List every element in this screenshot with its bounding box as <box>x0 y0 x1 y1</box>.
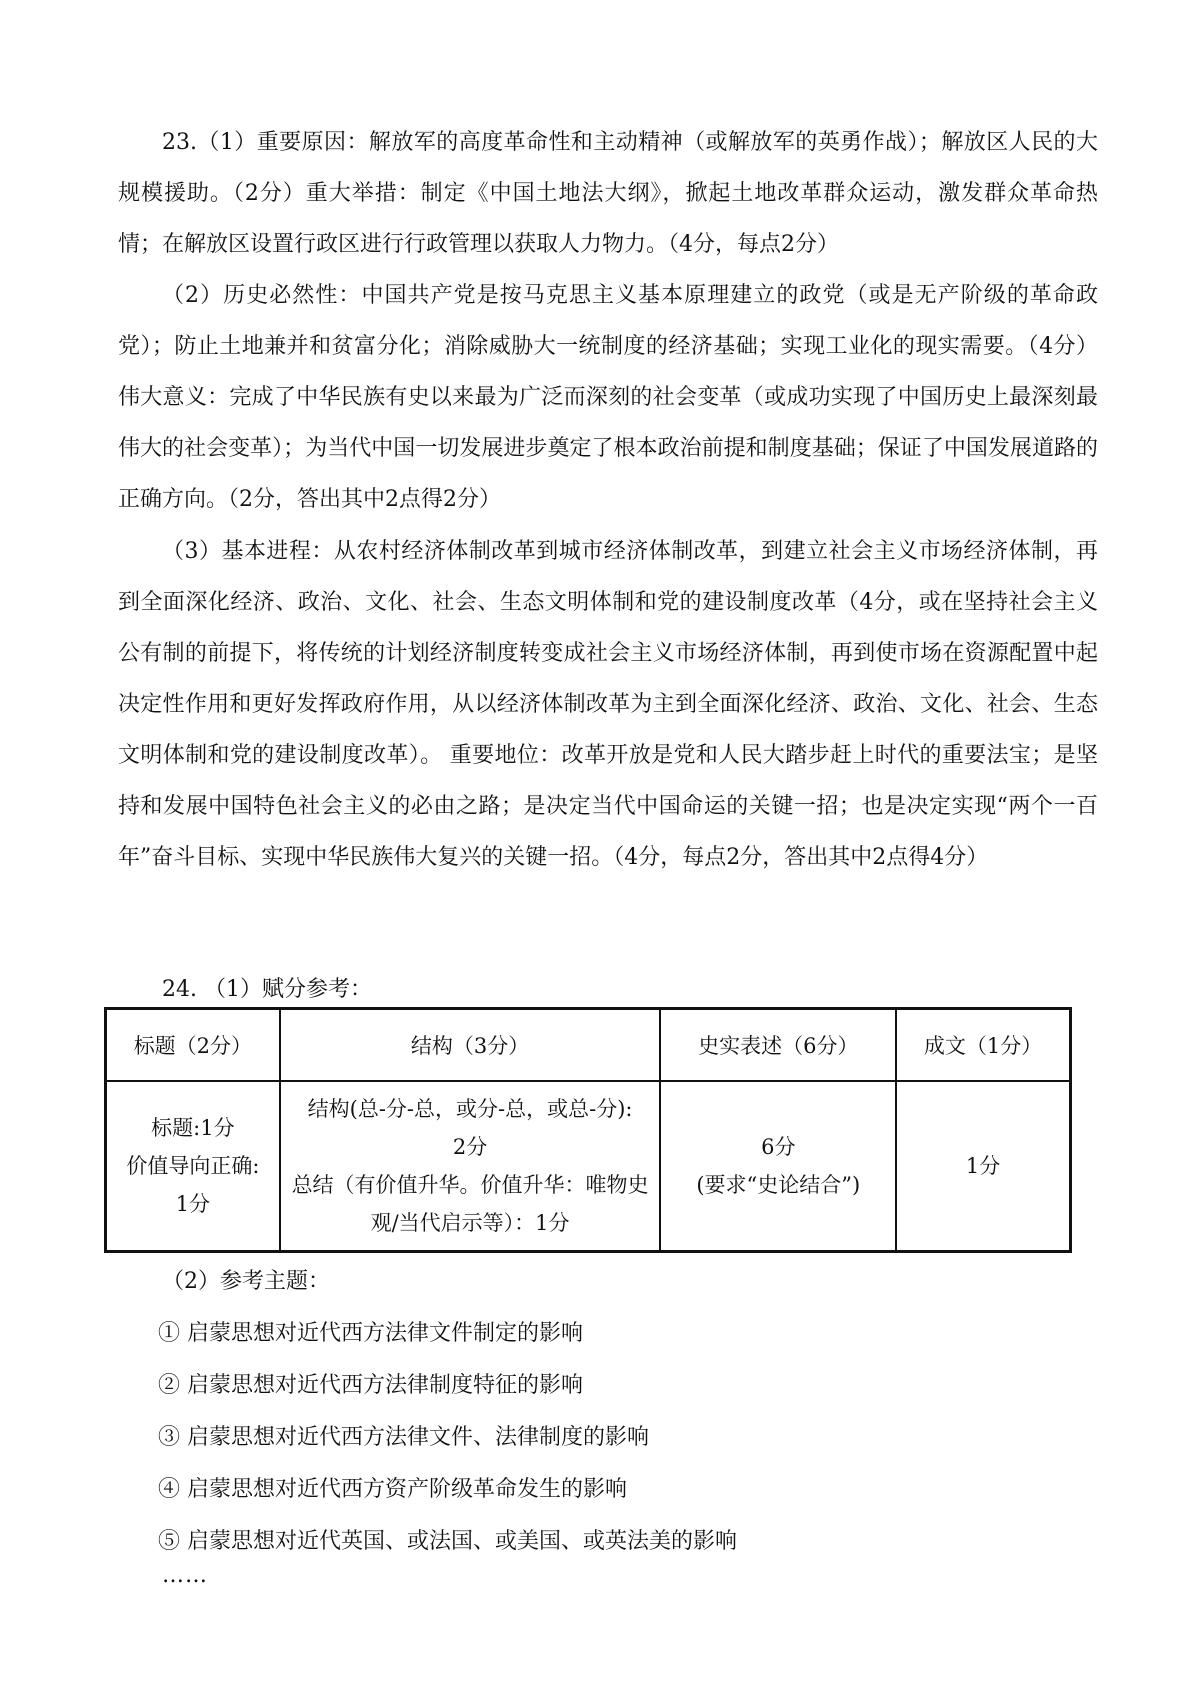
q23-part2: （2）历史必然性：中国共产党是按马克思主义基本原理建立的政党（或是无产阶级的革命政党）；防止土地兼并和贫富分化；消除威胁大一统制度的经济基础；实现工业化的现实需要。（4分）伟大意义：完成了中华民族有史以来最为广泛而深刻的社会变革（或成功实现了中国历史上最深刻最伟大的社会变革）；为当代中国一切发展进步奠定了根本政治前提和制度基础；保证了中国发展道路的正确方向。（2分，答出其中2点得2分） <box>118 283 1098 512</box>
ellipsis: …… <box>162 1563 208 1588</box>
cell-structure-line: 2分 <box>452 1135 488 1159</box>
scoring-table-header-row <box>106 1009 1071 1082</box>
cell-title-line: 1分 <box>175 1192 211 1216</box>
cell-title <box>106 1081 280 1252</box>
cell-facts-line: 6分 <box>761 1135 796 1159</box>
q23-part1: 23.（1）重要原因：解放军的高度革命性和主动精神（或解放军的英勇作战）；解放区人民的大规模援助。（2分）重大举措：制定《中国土地法大纲》，掀起土地改革群众运动，激发群众革命热情；在解放区设置行政区进行行政管理以获取人力物力。（4分，每点2分） <box>118 130 1098 257</box>
cell-structure-line: 总结（有价值升华。价值升华：唯物史观/当代启示等）：1分 <box>291 1173 649 1235</box>
header-title: 标题（2分） <box>106 1009 280 1082</box>
scoring-table-body-row <box>106 1081 1071 1252</box>
topic-item: ④ 启蒙思想对近代西方资产阶级革命发生的影响 <box>158 1477 627 1502</box>
q24-heading: 24. （1）赋分参考： <box>162 977 372 1002</box>
cell-title-line: 标题:1分 <box>151 1116 235 1140</box>
topic-item: ⑤ 启蒙思想对近代英国、或法国、或美国、或英法美的影响 <box>158 1529 737 1554</box>
scoring-table <box>104 1007 1072 1253</box>
cell-structure-line: 结构(总-分-总，或分-总，或总-分): <box>307 1097 633 1121</box>
q23-part3: （3）基本进程：从农村经济体制改革到城市经济体制改革，到建立社会主义市场经济体制，再到全面深化经济、政治、文化、社会、生态文明体制和党的建设制度改革（4分，或在坚持社会主义公有制的前提下，将传统的计划经济制度转变成社会主义市场经济体制，再到使市场在资源配置中起决定性作用和更好发挥政府作用，从以经济体制改革为主到全面深化经济、政治、文化、社会、生态文明体制和党的建设制度改革）。 重要地位：改革开放是党和人民大踏步赶上时代的重要法宝；是坚持和发展中国特色社会主义的必由之路；是决定当代中国命运的关键一招；也是决定实现“两个一百年”奋斗目标、实现中华民族伟大复兴的关键一招。（4分，每点2分，答出其中2点得4分） <box>118 539 1098 870</box>
topic-item: ② 启蒙思想对近代西方法律制度特征的影响 <box>158 1373 583 1398</box>
cell-writing: 1分 <box>896 1081 1070 1252</box>
header-structure: 结构（3分） <box>280 1009 661 1082</box>
header-writing: 成文（1分） <box>896 1009 1070 1082</box>
topic-item: ① 启蒙思想对近代西方法律文件制定的影响 <box>158 1321 583 1346</box>
topic-item: ③ 启蒙思想对近代西方法律文件、法律制度的影响 <box>158 1425 649 1450</box>
topics-list <box>158 1308 737 1568</box>
cell-structure <box>280 1081 661 1252</box>
cell-title-line: 价值导向正确: <box>126 1154 260 1178</box>
topics-heading: （2）参考主题： <box>162 1269 330 1294</box>
header-facts: 史实表述（6分） <box>660 1009 896 1082</box>
cell-facts-line: (要求“史论结合”) <box>696 1173 861 1197</box>
cell-facts <box>660 1081 896 1252</box>
